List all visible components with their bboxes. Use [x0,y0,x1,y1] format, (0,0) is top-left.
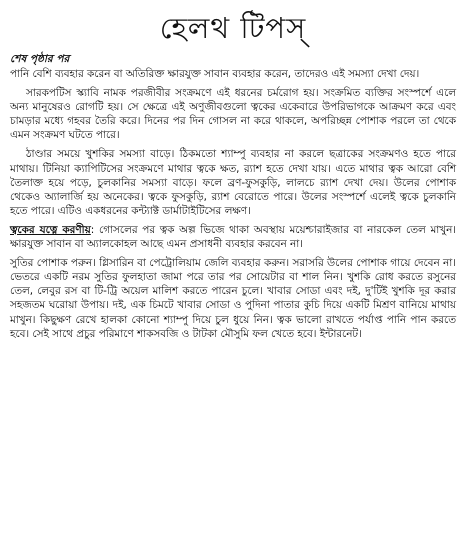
skin-care-heading: ত্বকের যত্নে করণীয় [10,223,91,236]
article-paragraph-5: সুতির পোশাক পরুন। গ্লিসারিন বা পেট্রোলিয়াম জেলি ব্যবহার করুন। সরাসরি উলের পোশাক গায়ে দেবেন না। ভেতরে একটি নরম সুতির ফুলহাতা জামা পরে তার পর সোয়েটার বা শাল নিন। খুশকি রোধ করতে রসুনের তেল, লেবুর রস বা টি-ট্রি অয়েল মালিশ করতে পারেন চুলে। খাবার সোডা এবং দই, দু'টিই খুশকি দূর করার সহজতম ঘরোয়া উপায়। দই, এক চিমটে খাবার সোডা ও পুদিনা পাতার কুচি দিয়ে একটি মিশ্রণ বানিয়ে মাথায় মাখুন। কিছুক্ষণ রেখে হালকা কোনো শ্যাম্পু দিয়ে চুল ধুয়ে নিন। ত্বক ভালো রাখতে পর্যাপ্ত পানি পান করতে হবে। সেই সাথে প্রচুর পরিমাণে শাকসবজি ও টাটকা মৌসুমি ফল খেতে হবে। ইন্টারনেট। [10,257,456,340]
skin-care-text: : গোসলের পর ত্বক অল্প ভিজে থাকা অবস্থায় ময়েশ্চারাইজার বা নারকেল তেল মাখুন। ক্ষারযুক্ত সাবান বা অ্যালকোহল আছে এমন প্রসাধনী ব্যবহার করবেন না। [10,223,456,251]
article-title: হেলথ টিপস্ [159,11,307,45]
article-paragraph-2: সারকপটিস স্ক্যাবি নামক পরজীবীর সংক্রমণে এই ধরনের চর্মরোগ হয়। সংক্রমিত ব্যক্তির সংস্পর্শে এলে অন্য মানুষেরও রোগটি হয়। সে ক্ষেত্রে এই অণুজীবগুলো ত্বকের একেবারে উপরিভাগকে আক্রমণ করে এবং চামড়ার মধ্যে গহবর তৈরি করে। দিনের পর দিন গোসল না করে থাকলে, অপরিচ্ছন্ন পোশাক পরলে তা থেকে এমন সংক্রমণ ঘটতে পারে। [10,87,456,142]
continued-label: শেষ পৃষ্ঠার পর [10,53,70,65]
article-paragraph-4 [10,223,456,251]
article-paragraph-3: ঠাণ্ডার সময়ে খুশকির সমস্যা বাড়ে। ঠিকমতো শ্যাম্পু ব্যবহার না করলে ছত্রাকের সংক্রমণও হতে পারে মাথায়। টিনিয়া ক্যাপিটিসের সংক্রমণে মাথার ত্বকে ক্ষত, র‍্যাশ হতে দেখা যায়। এতে মাথার ত্বক আরো বেশি তৈলাক্ত হয়ে পড়ে, চুলকানির সমস্যা বাড়ে। ফলে ব্রণ-ফুসকুড়ি, লালচে র‍্যাশ দেখা দেয়। উলের পোশাক থেকেও অ্যালার্জি হয় অনেকের। ত্বকে ফুসকুড়ি, র‍্যাশ বেরোতে পারে। উলের সংস্পর্শে এলেই ত্বকে চুলকানি হতে পারে। এটিও একধরনের কন্ট্যাক্ট ডার্মাটাইটিসের লক্ষণ। [10,148,456,217]
article-paragraph-1: পানি বেশি ব্যবহার করেন বা অতিরিক্ত ক্ষারযুক্ত সাবান ব্যবহার করেন, তাদেরও এই সমস্যা দেখা দেয়। [10,68,420,80]
